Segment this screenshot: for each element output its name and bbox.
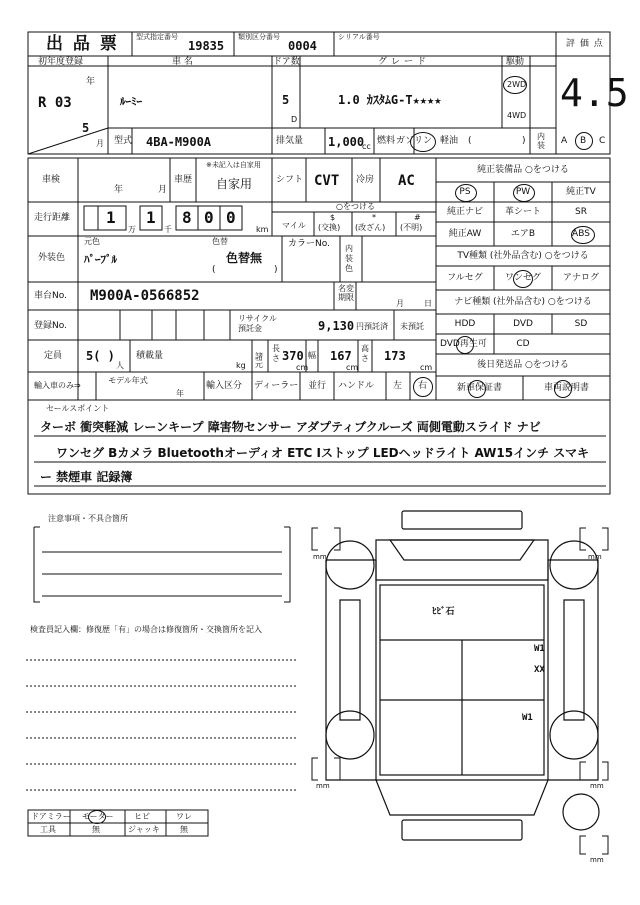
drive-2wd: 2WD: [507, 80, 527, 89]
length-value: 370: [282, 349, 304, 363]
recycle-unit: 円預託済: [356, 322, 388, 331]
unknown-label: (不明): [400, 223, 423, 232]
mm-front-left: mm: [313, 553, 327, 561]
history-value: 自家用: [216, 177, 253, 191]
circle-2wd: [503, 76, 527, 94]
import-label: 輸入車のみ⇒: [34, 381, 81, 390]
first-reg-era: R 03: [38, 95, 72, 111]
jack-value: 無: [180, 825, 188, 834]
capacity-value: 5( ): [86, 349, 115, 363]
repaint-paren-close: ): [274, 265, 278, 275]
handle-label: ハンドル: [338, 381, 375, 391]
navi-cd: CD: [516, 339, 530, 349]
score-label: 評 価 点: [566, 39, 604, 49]
chassis-label: 車台No.: [34, 291, 67, 301]
interior-label: 内装: [537, 132, 545, 150]
tamper-symbol: *: [372, 213, 376, 222]
circle-gasoline: [410, 132, 436, 152]
circle-oneseg: [513, 270, 533, 288]
later-warranty: 新車保証書: [456, 383, 502, 393]
caution-label: 注意事項・不具合箇所: [48, 514, 128, 523]
tool-label: 工具: [40, 825, 56, 834]
first-reg-label: 初年度登録: [38, 57, 84, 67]
circle-warranty: [468, 380, 486, 398]
interior-color-label: 内装色: [345, 244, 353, 273]
inspection-month-unit: 月: [158, 185, 168, 195]
swap-symbol: $: [330, 213, 336, 222]
ac-label: 冷房: [356, 175, 375, 185]
circle-manual: [554, 380, 572, 398]
shift-label: シフト: [276, 175, 304, 185]
ac-value: AC: [398, 173, 415, 189]
load-label: 積載量: [136, 351, 164, 361]
form-title: 出 品 票: [46, 34, 119, 54]
interior-b: B: [580, 136, 587, 146]
equip-sr: SR: [575, 207, 587, 217]
model-year-unit: 年: [176, 389, 184, 398]
mm-spare: mm: [590, 856, 604, 864]
tool-value: 無: [92, 825, 100, 834]
mm-front-right: mm: [588, 553, 602, 561]
month-unit: 月: [96, 139, 104, 148]
chassis-value: M900A-0566852: [90, 288, 200, 304]
sales-line-1: ターボ 衝突軽減 レーンキープ 障害物センサー アダプティブクルーズ 両側電動スライド ナビ: [40, 420, 541, 434]
length-cm: cm: [296, 363, 309, 372]
equip-pw: PW: [515, 187, 531, 197]
fuel-diesel: 軽油: [440, 136, 459, 146]
history-note: ※未記入は自家用: [206, 161, 261, 169]
inspection-year-unit: 年: [114, 185, 124, 195]
name-change-day: 日: [424, 299, 432, 308]
circle-dvd-play: [456, 336, 474, 354]
jack-label: ジャッキ: [128, 825, 160, 834]
import-class-label: 輸入区分: [206, 381, 243, 391]
equip-navi: 純正ナビ: [446, 207, 483, 217]
orig-color-value: ﾊﾟｰﾌﾟﾙ: [84, 253, 117, 266]
mileage-km: km: [256, 225, 269, 234]
fuel-paren-close: ): [522, 136, 526, 146]
circle-abs: [571, 226, 595, 244]
mileage-attach-label: ○をつける: [336, 202, 375, 211]
equip-leather: 革シート: [504, 207, 541, 217]
fuel-gasoline: ガソリン: [396, 136, 433, 146]
later-title: 後日発送品 ○をつける: [477, 360, 569, 370]
navi-dvd-play: DVD再生可: [440, 339, 487, 349]
damage-mark-chip: ﾋﾋﾞ石: [432, 607, 455, 617]
swap-label: (交換): [318, 223, 341, 232]
length-label: 長さ: [272, 344, 280, 363]
width-label: 幅: [308, 351, 316, 360]
grade-label: グレード: [378, 57, 431, 67]
mirror-label: ドアミラー: [31, 812, 71, 821]
sales-line-3: ー 禁煙車 記録簿: [40, 470, 133, 484]
height-label: 高さ: [361, 344, 369, 363]
handle-right: 右: [418, 381, 428, 391]
equip-ps: PS: [459, 187, 471, 197]
equip-aw: 純正AW: [448, 229, 482, 239]
doors-suffix: D: [291, 115, 298, 124]
model-label: 型式: [114, 136, 133, 146]
grade-value: 1.0 ｶｽﾀﾑG-T★★★★: [338, 93, 442, 107]
later-manual: 車両説明書: [543, 383, 589, 393]
circle-handle-right: [413, 377, 433, 397]
model-value: 4BA-M900A: [146, 135, 212, 149]
repaint-paren-open: (: [212, 265, 216, 275]
orig-color-label: 元色: [84, 237, 100, 246]
recycle-unpaid: 未預託: [400, 322, 424, 331]
tv-oneseg: ワンセグ: [504, 273, 541, 283]
mirror-break: ワレ: [176, 812, 192, 821]
drive-label: 駆動: [506, 57, 525, 67]
circle-interior-b: [575, 132, 593, 150]
navi-sd: SD: [574, 319, 588, 329]
mileage-digit-5: 0: [226, 208, 236, 227]
class-no-value: 0004: [288, 39, 317, 53]
damage-mark-xx: XX: [534, 665, 545, 675]
year-unit: 年: [86, 77, 96, 87]
doors-label: ドア数: [273, 57, 300, 67]
inspector-label: 検査員記入欄：修復歴「有」の場合は修復箇所・交換箇所を記入: [30, 625, 262, 634]
recycle-value: 9,130: [318, 319, 355, 333]
damage-mark-w1-a: W1: [534, 644, 545, 654]
load-kg: kg: [236, 361, 246, 370]
handle-left: 左: [393, 381, 403, 391]
car-name-label: 車 名: [172, 57, 193, 67]
cc-unit: cc: [362, 142, 371, 151]
drive-4wd: 4WD: [507, 111, 527, 120]
type-no-label: 型式指定番号: [136, 33, 178, 41]
tv-fullseg: フルセグ: [447, 273, 483, 283]
tv-title: TV種類 (社外品含む) ○をつける: [457, 251, 589, 261]
displacement-label: 排気量: [276, 136, 304, 146]
unknown-symbol: #: [414, 213, 421, 222]
damage-mark-w1-b: W1: [522, 713, 533, 723]
mileage-sen: 千: [164, 225, 172, 234]
interior-a: A: [561, 136, 568, 146]
equip-tv: 純正TV: [566, 187, 596, 197]
navi-hdd: HDD: [454, 319, 476, 329]
dealer-option: ディーラー: [254, 381, 299, 391]
width-cm: cm: [346, 363, 359, 372]
interior-c: C: [599, 136, 606, 146]
sales-line-2: ワンセグ Bカメラ Bluetoothオーディオ ETC Iストップ LEDヘッドライト AW15インチ スマキ: [56, 446, 590, 460]
first-reg-month: 5: [82, 121, 90, 135]
parallel-option: 並行: [308, 381, 327, 391]
fuel-paren-open: (: [468, 136, 472, 146]
mm-rear-right: mm: [590, 782, 604, 790]
capacity-person: 人: [116, 361, 124, 370]
repaint-value: 色替無: [226, 251, 263, 265]
serial-label: シリアル番号: [338, 33, 380, 41]
equip-airbag: エアB: [510, 229, 536, 239]
inspection-label: 車検: [42, 175, 61, 185]
navi-title: ナビ種類 (社外品含む) ○をつける: [454, 297, 592, 307]
car-name-value: ﾙｰﾐｰ: [120, 95, 142, 108]
mileage-digit-2: 1: [146, 208, 156, 227]
type-no-value: 19835: [188, 39, 225, 53]
history-label: 車歴: [174, 175, 193, 185]
tamper-label: (改ざん): [355, 223, 386, 232]
height-cm: cm: [420, 363, 433, 372]
circle-motor: [88, 810, 106, 824]
shift-value: CVT: [314, 173, 340, 189]
doors-value: 5: [282, 93, 290, 107]
recycle-label: リサイクル預託金: [238, 314, 277, 333]
mm-rear-left: mm: [316, 782, 330, 790]
reg-no-label: 登録No.: [34, 321, 67, 331]
mileage-digit-4: 0: [204, 208, 214, 227]
repaint-label: 色替: [212, 237, 228, 246]
color-no-label: カラーNo.: [288, 239, 330, 249]
tv-analog: アナログ: [562, 273, 599, 283]
circle-ps: [455, 184, 477, 202]
score-value: 4.5: [560, 71, 629, 115]
dims-label: 諸元: [255, 352, 263, 369]
fuel-label: 燃料: [377, 136, 396, 146]
circle-pw: [513, 184, 535, 202]
mileage-mile: マイル: [282, 221, 306, 230]
sales-label: セールスポイント: [46, 404, 110, 413]
class-no-label: 類別区分番号: [238, 33, 280, 41]
mileage-digit-3: 8: [182, 208, 192, 227]
displacement-value: 1,000: [328, 135, 365, 149]
height-value: 173: [384, 349, 406, 363]
mirror-crack: ヒビ: [134, 812, 150, 821]
navi-dvd: DVD: [513, 319, 533, 329]
equip-title: 純正装備品 ○をつける: [477, 165, 569, 175]
mileage-man: 万: [128, 225, 136, 234]
capacity-label: 定員: [44, 351, 63, 361]
mileage-digit-1: 1: [106, 208, 116, 227]
mirror-motor: モーター: [82, 812, 114, 821]
color-label: 外装色: [38, 253, 66, 263]
name-change-label: 名変期限: [338, 284, 354, 302]
width-value: 167: [330, 349, 352, 363]
mileage-label: 走行距離: [34, 213, 71, 223]
name-change-month: 月: [396, 299, 404, 308]
equip-abs: ABS: [572, 229, 590, 239]
model-year-label: モデル年式: [108, 376, 148, 385]
